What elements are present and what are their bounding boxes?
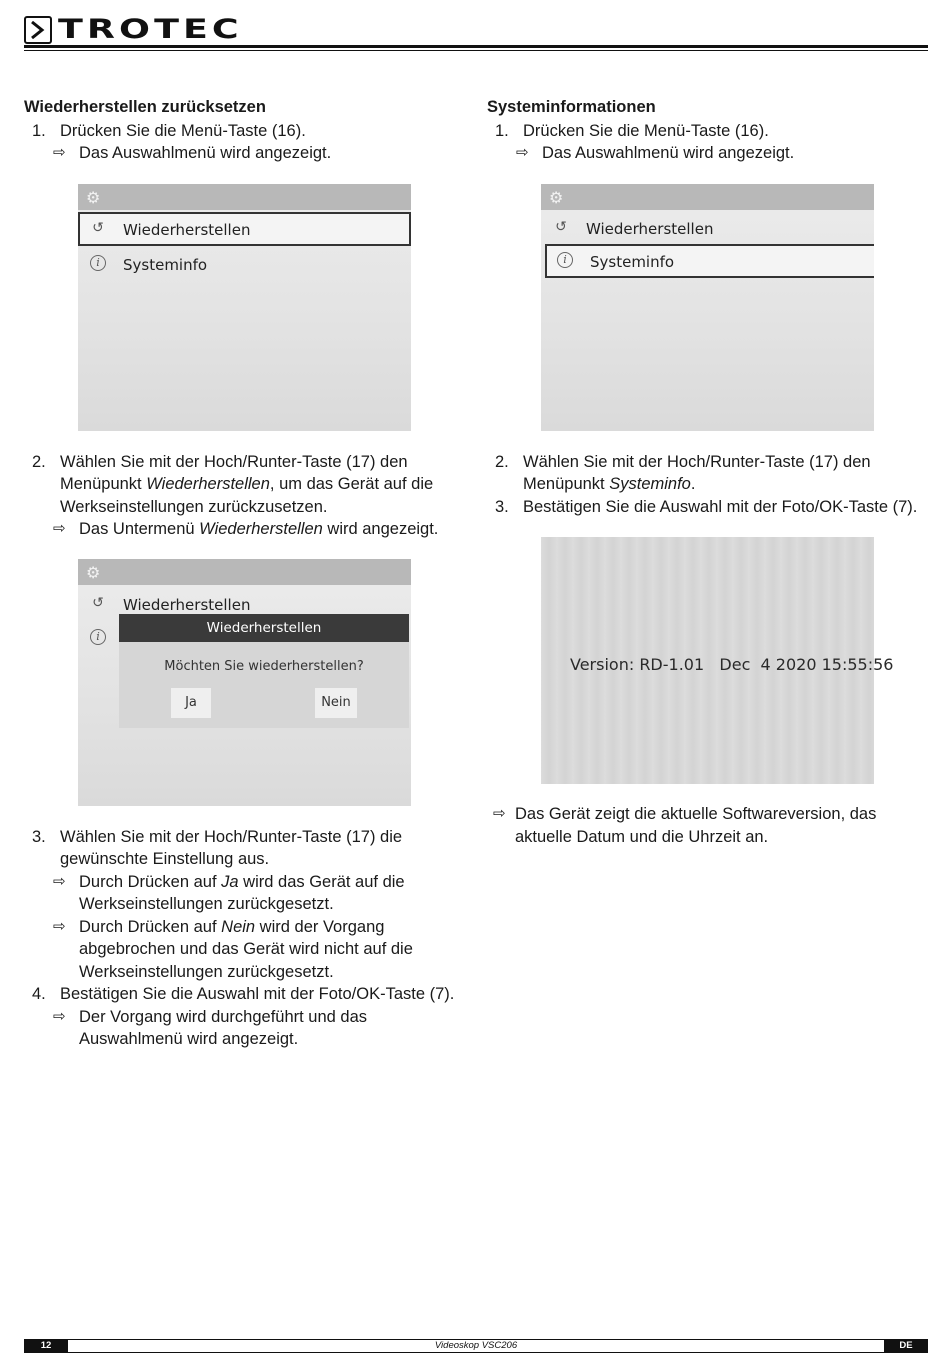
result-arrow-icon: ⇨ [53, 917, 66, 935]
step-number: 4. [32, 985, 46, 1003]
step-3 [24, 826, 464, 871]
result-text-cont: wird der Vorgang abgebrochen und das Gerät wird nicht auf die Werkseinstellungen zurückgesetzt. [79, 917, 413, 981]
result-text: Durch Drücken auf [79, 872, 222, 891]
brand-name: TROTEC [58, 14, 243, 45]
info-icon: i [90, 629, 106, 645]
result-arrow-icon: ⇨ [53, 872, 66, 890]
document-title: Videoskop VSC206 [434, 1340, 518, 1351]
result-text: Das Gerät zeigt die aktuelle Softwareversion, das aktuelle Datum und die Uhrzeit an. [515, 805, 877, 846]
result-arrow-icon: ⇨ [516, 144, 529, 161]
screenshot-restore-dialog [78, 559, 411, 806]
gear-icon: ⚙ [86, 562, 101, 582]
version-text: Version: RD-1.01 Dec 4 2020 15:55:56 [570, 655, 894, 674]
step-text: Wählen Sie mit der Hoch/Runter-Taste (17) den Menüpunkt [60, 452, 408, 493]
step-number: 2. [32, 452, 46, 471]
result-2 [24, 518, 464, 541]
step-text: Bestätigen Sie die Auswahl mit der Foto/OK-Taste (7). [60, 985, 455, 1003]
header-rule [24, 45, 928, 48]
step-number: 3. [495, 497, 509, 516]
step-4 [24, 983, 464, 1006]
result-arrow-icon: ⇨ [53, 520, 66, 537]
step-text: Wählen Sie mit der Hoch/Runter-Taste (17) die gewünschte Einstellung aus. [60, 827, 403, 868]
result-text: Durch Drücken auf [79, 917, 222, 936]
step-text: Drücken Sie die Menü-Taste (16). [523, 121, 769, 140]
result-text: Das Auswahlmenü wird angezeigt. [542, 144, 795, 162]
result-text: Das Untermenü [79, 520, 200, 538]
step-text: Bestätigen Sie die Auswahl mit der Foto/OK-Taste (7). [523, 497, 918, 516]
step-number: 2. [495, 452, 509, 471]
device-topbar [78, 559, 411, 585]
result-3b [24, 916, 464, 984]
result-emphasis: Wiederherstellen [199, 520, 323, 538]
screenshot-version [541, 537, 894, 784]
screenshot-menu-reset [78, 184, 411, 431]
step-emphasis: Wiederherstellen [146, 475, 270, 493]
menu-item-systeminfo[interactable] [545, 244, 874, 278]
result-arrow-icon: ⇨ [493, 805, 506, 822]
menu-item-systeminfo[interactable] [78, 622, 118, 656]
device-topbar [78, 184, 411, 210]
menu-item-label: Systeminfo [123, 255, 208, 274]
result-3a [24, 871, 464, 916]
left-column [24, 96, 464, 1051]
menu-item-restore[interactable] [78, 212, 411, 246]
menu-item-label: Wiederherstellen [586, 219, 714, 238]
step-text: Wählen Sie mit der Hoch/Runter-Taste (17) den Menüpunkt [523, 452, 871, 493]
result-text: Der Vorgang wird durchgeführt und das Auswahlmenü wird angezeigt. [79, 1007, 368, 1048]
result-text-cont: wird das Gerät auf die Werkseinstellungen zurückgesetzt. [79, 872, 405, 913]
header-rule-thin [24, 50, 928, 51]
result-final [487, 803, 927, 848]
trotec-logo-icon [24, 16, 52, 44]
restore-icon: ↺ [92, 594, 104, 611]
device-topbar [541, 184, 874, 210]
language-code: DE [884, 1340, 928, 1352]
dialog-message: Möchten Sie wiederherstellen? [164, 658, 364, 674]
menu-item-label: Wiederherstellen [123, 220, 251, 239]
right-column [487, 96, 927, 848]
menu-item-systeminfo[interactable] [78, 248, 411, 282]
step-number: 1. [495, 121, 509, 140]
menu-item-restore[interactable] [541, 212, 874, 246]
step-number: 1. [32, 121, 46, 140]
step-text-cont: , um das Gerät auf die Werkseinstellungen zurückzusetzen. [60, 475, 434, 516]
section-title-systeminfo: Systeminformationen [487, 98, 656, 116]
step-number: 3. [32, 827, 46, 846]
page-number: 12 [24, 1340, 68, 1352]
no-button[interactable]: Nein [315, 688, 357, 718]
result-text: Das Auswahlmenü wird angezeigt. [79, 144, 332, 162]
step-2 [24, 451, 464, 519]
result-emphasis: Nein [221, 917, 256, 936]
step-1 [24, 120, 464, 143]
page-footer [24, 1339, 928, 1353]
result-1 [487, 142, 927, 165]
restore-icon: ↺ [92, 219, 104, 236]
info-icon: i [557, 252, 573, 268]
step-2 [487, 451, 927, 496]
dialog-title: Wiederherstellen [119, 614, 409, 642]
menu-item-label: Wiederherstellen [123, 595, 251, 614]
step-text-cont: . [690, 475, 696, 493]
gear-icon: ⚙ [549, 187, 564, 207]
gear-icon: ⚙ [86, 187, 101, 207]
result-arrow-icon: ⇨ [53, 144, 66, 161]
screenshot-menu-systeminfo [541, 184, 874, 431]
step-emphasis: Systeminfo [609, 475, 691, 493]
restore-dialog [119, 614, 409, 728]
menu-item-label: Systeminfo [590, 252, 675, 271]
section-title-reset: Wiederherstellen zurücksetzen [24, 98, 266, 116]
result-text-cont: wird angezeigt. [322, 520, 439, 538]
result-arrow-icon: ⇨ [53, 1007, 66, 1025]
yes-button[interactable]: Ja [171, 688, 211, 718]
result-1 [24, 142, 464, 165]
step-1 [487, 120, 927, 143]
step-3 [487, 496, 927, 519]
result-4 [24, 1006, 464, 1051]
step-text: Drücken Sie die Menü-Taste (16). [60, 121, 306, 140]
restore-icon: ↺ [555, 218, 567, 235]
info-icon: i [90, 255, 106, 271]
result-emphasis: Ja [221, 872, 239, 891]
